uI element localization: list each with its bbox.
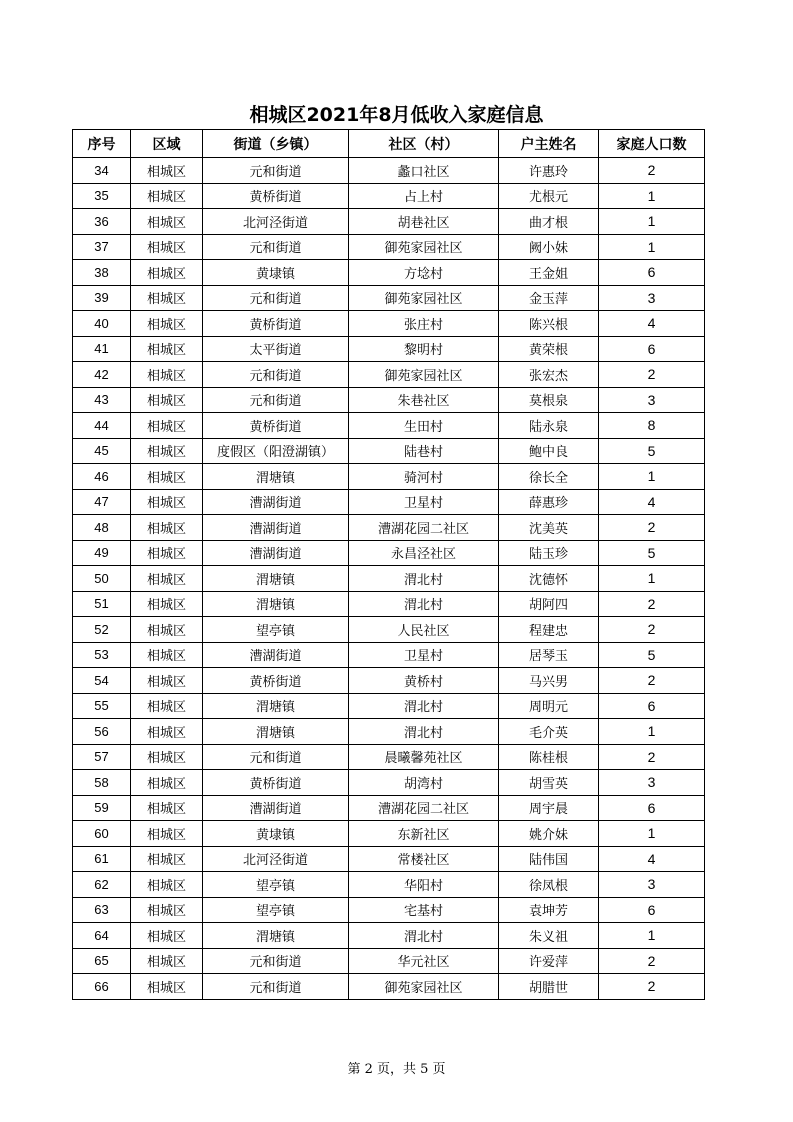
- cell-street-town: 黄桥街道: [203, 770, 349, 796]
- cell-serial-number: 44: [73, 413, 131, 439]
- page-footer: 第 2 页，共 5 页: [347, 1062, 446, 1077]
- cell-community-village: 东新社区: [349, 821, 499, 847]
- cell-householder-name: 沈德怀: [499, 566, 599, 592]
- cell-community-village: 骑河村: [349, 464, 499, 490]
- cell-street-town: 元和街道: [203, 974, 349, 1000]
- cell-street-town: 望亭镇: [203, 617, 349, 643]
- cell-serial-number: 50: [73, 566, 131, 592]
- cell-householder-name: 金玉萍: [499, 285, 599, 311]
- cell-householder-name: 许爱萍: [499, 948, 599, 974]
- cell-household-size: 2: [599, 744, 705, 770]
- cell-community-village: 蠡口社区: [349, 158, 499, 184]
- cell-household-size: 4: [599, 489, 705, 515]
- cell-street-town: 渭塘镇: [203, 566, 349, 592]
- cell-community-village: 渭北村: [349, 923, 499, 949]
- cell-householder-name: 胡腊世: [499, 974, 599, 1000]
- table-row: [73, 260, 705, 286]
- table-row: [73, 897, 705, 923]
- cell-district: 相城区: [131, 183, 203, 209]
- table-row: [73, 285, 705, 311]
- cell-district: 相城区: [131, 285, 203, 311]
- cell-household-size: 3: [599, 387, 705, 413]
- cell-district: 相城区: [131, 362, 203, 388]
- cell-household-size: 4: [599, 311, 705, 337]
- cell-community-village: 常楼社区: [349, 846, 499, 872]
- cell-serial-number: 66: [73, 974, 131, 1000]
- cell-street-town: 元和街道: [203, 744, 349, 770]
- cell-householder-name: 姚介妹: [499, 821, 599, 847]
- cell-serial-number: 64: [73, 923, 131, 949]
- cell-street-town: 度假区（阳澄湖镇）: [203, 438, 349, 464]
- cell-household-size: 1: [599, 183, 705, 209]
- table-row: [73, 719, 705, 745]
- cell-household-size: 1: [599, 719, 705, 745]
- cell-district: 相城区: [131, 693, 203, 719]
- cell-district: 相城区: [131, 158, 203, 184]
- table-row: [73, 617, 705, 643]
- cell-serial-number: 40: [73, 311, 131, 337]
- table-row: [73, 795, 705, 821]
- cell-householder-name: 黄荣根: [499, 336, 599, 362]
- cell-household-size: 5: [599, 642, 705, 668]
- cell-street-town: 太平街道: [203, 336, 349, 362]
- cell-community-village: 渭北村: [349, 693, 499, 719]
- table-row: [73, 362, 705, 388]
- cell-householder-name: 徐长全: [499, 464, 599, 490]
- cell-householder-name: 王金姐: [499, 260, 599, 286]
- cell-household-size: 2: [599, 974, 705, 1000]
- cell-serial-number: 53: [73, 642, 131, 668]
- cell-street-town: 黄桥街道: [203, 183, 349, 209]
- cell-serial-number: 60: [73, 821, 131, 847]
- cell-serial-number: 43: [73, 387, 131, 413]
- cell-householder-name: 程建忠: [499, 617, 599, 643]
- cell-street-town: 渭塘镇: [203, 464, 349, 490]
- cell-street-town: 黄桥街道: [203, 413, 349, 439]
- cell-community-village: 生田村: [349, 413, 499, 439]
- cell-community-village: 张庄村: [349, 311, 499, 337]
- cell-household-size: 3: [599, 770, 705, 796]
- cell-serial-number: 62: [73, 872, 131, 898]
- table-header-row: [73, 130, 705, 158]
- table-row: [73, 948, 705, 974]
- cell-street-town: 渭塘镇: [203, 591, 349, 617]
- cell-street-town: 元和街道: [203, 948, 349, 974]
- cell-household-size: 1: [599, 821, 705, 847]
- cell-community-village: 永昌泾社区: [349, 540, 499, 566]
- cell-community-village: 御苑家园社区: [349, 362, 499, 388]
- cell-district: 相城区: [131, 795, 203, 821]
- cell-household-size: 6: [599, 260, 705, 286]
- cell-serial-number: 52: [73, 617, 131, 643]
- cell-street-town: 望亭镇: [203, 897, 349, 923]
- cell-community-village: 朱巷社区: [349, 387, 499, 413]
- cell-district: 相城区: [131, 897, 203, 923]
- cell-district: 相城区: [131, 974, 203, 1000]
- cell-community-village: 御苑家园社区: [349, 234, 499, 260]
- cell-district: 相城区: [131, 311, 203, 337]
- cell-district: 相城区: [131, 719, 203, 745]
- cell-household-size: 1: [599, 209, 705, 235]
- cell-district: 相城区: [131, 872, 203, 898]
- cell-household-size: 3: [599, 285, 705, 311]
- cell-community-village: 御苑家园社区: [349, 974, 499, 1000]
- cell-community-village: 华元社区: [349, 948, 499, 974]
- cell-serial-number: 59: [73, 795, 131, 821]
- cell-street-town: 漕湖街道: [203, 515, 349, 541]
- cell-householder-name: 陆玉珍: [499, 540, 599, 566]
- cell-district: 相城区: [131, 948, 203, 974]
- table-row: [73, 566, 705, 592]
- cell-household-size: 6: [599, 693, 705, 719]
- table-row: [73, 183, 705, 209]
- cell-household-size: 2: [599, 591, 705, 617]
- table-row: [73, 438, 705, 464]
- cell-household-size: 2: [599, 362, 705, 388]
- cell-householder-name: 沈美英: [499, 515, 599, 541]
- table-row: [73, 234, 705, 260]
- header-serial-number: 序号: [73, 130, 131, 158]
- cell-community-village: 人民社区: [349, 617, 499, 643]
- cell-serial-number: 41: [73, 336, 131, 362]
- cell-household-size: 5: [599, 438, 705, 464]
- cell-district: 相城区: [131, 923, 203, 949]
- cell-householder-name: 毛介英: [499, 719, 599, 745]
- cell-district: 相城区: [131, 566, 203, 592]
- cell-serial-number: 37: [73, 234, 131, 260]
- cell-serial-number: 55: [73, 693, 131, 719]
- table-row: [73, 744, 705, 770]
- cell-district: 相城区: [131, 387, 203, 413]
- header-household-size: 家庭人口数: [599, 130, 705, 158]
- cell-serial-number: 56: [73, 719, 131, 745]
- cell-community-village: 卫星村: [349, 489, 499, 515]
- cell-street-town: 渭塘镇: [203, 719, 349, 745]
- cell-serial-number: 38: [73, 260, 131, 286]
- table-row: [73, 336, 705, 362]
- header-street-town: 街道（乡镇）: [203, 130, 349, 158]
- cell-street-town: 漕湖街道: [203, 489, 349, 515]
- cell-street-town: 元和街道: [203, 234, 349, 260]
- table-row: [73, 770, 705, 796]
- cell-serial-number: 54: [73, 668, 131, 694]
- cell-serial-number: 47: [73, 489, 131, 515]
- cell-household-size: 2: [599, 158, 705, 184]
- cell-serial-number: 46: [73, 464, 131, 490]
- table-row: [73, 540, 705, 566]
- cell-householder-name: 徐凤根: [499, 872, 599, 898]
- cell-household-size: 3: [599, 872, 705, 898]
- cell-serial-number: 34: [73, 158, 131, 184]
- cell-serial-number: 39: [73, 285, 131, 311]
- cell-household-size: 2: [599, 948, 705, 974]
- cell-community-village: 渭北村: [349, 591, 499, 617]
- cell-household-size: 6: [599, 795, 705, 821]
- cell-serial-number: 36: [73, 209, 131, 235]
- cell-street-town: 元和街道: [203, 387, 349, 413]
- cell-householder-name: 陆永泉: [499, 413, 599, 439]
- cell-street-town: 渭塘镇: [203, 693, 349, 719]
- cell-householder-name: 鲍中良: [499, 438, 599, 464]
- cell-street-town: 元和街道: [203, 285, 349, 311]
- cell-householder-name: 周宇晨: [499, 795, 599, 821]
- cell-community-village: 漕湖花园二社区: [349, 515, 499, 541]
- cell-community-village: 华阳村: [349, 872, 499, 898]
- cell-community-village: 渭北村: [349, 719, 499, 745]
- table-row: [73, 413, 705, 439]
- cell-householder-name: 陆伟国: [499, 846, 599, 872]
- cell-district: 相城区: [131, 821, 203, 847]
- table-row: [73, 923, 705, 949]
- cell-household-size: 1: [599, 566, 705, 592]
- cell-serial-number: 65: [73, 948, 131, 974]
- cell-community-village: 卫星村: [349, 642, 499, 668]
- cell-community-village: 胡湾村: [349, 770, 499, 796]
- cell-householder-name: 朱义祖: [499, 923, 599, 949]
- table-row: [73, 591, 705, 617]
- cell-household-size: 2: [599, 668, 705, 694]
- cell-serial-number: 58: [73, 770, 131, 796]
- cell-community-village: 黄桥村: [349, 668, 499, 694]
- cell-householder-name: 张宏杰: [499, 362, 599, 388]
- cell-community-village: 渭北村: [349, 566, 499, 592]
- cell-serial-number: 57: [73, 744, 131, 770]
- cell-district: 相城区: [131, 515, 203, 541]
- cell-householder-name: 许惠玲: [499, 158, 599, 184]
- cell-street-town: 渭塘镇: [203, 923, 349, 949]
- cell-community-village: 漕湖花园二社区: [349, 795, 499, 821]
- cell-householder-name: 居琴玉: [499, 642, 599, 668]
- cell-district: 相城区: [131, 642, 203, 668]
- cell-household-size: 6: [599, 336, 705, 362]
- table-row: [73, 821, 705, 847]
- cell-district: 相城区: [131, 744, 203, 770]
- cell-householder-name: 曲才根: [499, 209, 599, 235]
- cell-street-town: 黄桥街道: [203, 311, 349, 337]
- table-row: [73, 642, 705, 668]
- cell-street-town: 望亭镇: [203, 872, 349, 898]
- cell-district: 相城区: [131, 770, 203, 796]
- cell-householder-name: 陈桂根: [499, 744, 599, 770]
- cell-household-size: 8: [599, 413, 705, 439]
- cell-district: 相城区: [131, 234, 203, 260]
- cell-street-town: 北河泾街道: [203, 209, 349, 235]
- cell-street-town: 漕湖街道: [203, 795, 349, 821]
- cell-community-village: 占上村: [349, 183, 499, 209]
- cell-district: 相城区: [131, 438, 203, 464]
- cell-street-town: 元和街道: [203, 362, 349, 388]
- cell-serial-number: 45: [73, 438, 131, 464]
- cell-household-size: 4: [599, 846, 705, 872]
- cell-householder-name: 尤根元: [499, 183, 599, 209]
- table-row: [73, 311, 705, 337]
- cell-street-town: 黄埭镇: [203, 260, 349, 286]
- cell-district: 相城区: [131, 540, 203, 566]
- cell-street-town: 元和街道: [203, 158, 349, 184]
- table-row: [73, 872, 705, 898]
- cell-district: 相城区: [131, 846, 203, 872]
- cell-district: 相城区: [131, 668, 203, 694]
- cell-serial-number: 63: [73, 897, 131, 923]
- cell-householder-name: 胡阿四: [499, 591, 599, 617]
- cell-householder-name: 马兴男: [499, 668, 599, 694]
- household-table: [72, 129, 705, 1000]
- table-row: [73, 693, 705, 719]
- cell-community-village: 方埝村: [349, 260, 499, 286]
- cell-district: 相城区: [131, 413, 203, 439]
- table-row: [73, 846, 705, 872]
- table-row: [73, 158, 705, 184]
- table-row: [73, 209, 705, 235]
- cell-householder-name: 袁坤芳: [499, 897, 599, 923]
- cell-community-village: 宅基村: [349, 897, 499, 923]
- cell-serial-number: 49: [73, 540, 131, 566]
- cell-district: 相城区: [131, 336, 203, 362]
- cell-district: 相城区: [131, 617, 203, 643]
- cell-community-village: 陆巷村: [349, 438, 499, 464]
- cell-district: 相城区: [131, 591, 203, 617]
- cell-householder-name: 莫根泉: [499, 387, 599, 413]
- cell-serial-number: 51: [73, 591, 131, 617]
- cell-district: 相城区: [131, 489, 203, 515]
- cell-householder-name: 阙小妹: [499, 234, 599, 260]
- cell-community-village: 黎明村: [349, 336, 499, 362]
- cell-serial-number: 42: [73, 362, 131, 388]
- cell-household-size: 2: [599, 617, 705, 643]
- cell-householder-name: 薛惠珍: [499, 489, 599, 515]
- cell-householder-name: 周明元: [499, 693, 599, 719]
- cell-household-size: 1: [599, 464, 705, 490]
- cell-serial-number: 35: [73, 183, 131, 209]
- table-row: [73, 668, 705, 694]
- document-title: 相城区2021年8月低收入家庭信息: [249, 104, 544, 126]
- cell-household-size: 2: [599, 515, 705, 541]
- cell-community-village: 晨曦馨苑社区: [349, 744, 499, 770]
- cell-street-town: 漕湖街道: [203, 540, 349, 566]
- cell-household-size: 1: [599, 923, 705, 949]
- cell-street-town: 黄埭镇: [203, 821, 349, 847]
- cell-household-size: 6: [599, 897, 705, 923]
- cell-street-town: 黄桥街道: [203, 668, 349, 694]
- cell-district: 相城区: [131, 209, 203, 235]
- cell-householder-name: 陈兴根: [499, 311, 599, 337]
- cell-household-size: 5: [599, 540, 705, 566]
- table-row: [73, 974, 705, 1000]
- table-row: [73, 387, 705, 413]
- header-community-village: 社区（村）: [349, 130, 499, 158]
- cell-serial-number: 61: [73, 846, 131, 872]
- cell-street-town: 漕湖街道: [203, 642, 349, 668]
- cell-community-village: 胡巷社区: [349, 209, 499, 235]
- cell-household-size: 1: [599, 234, 705, 260]
- header-district: 区域: [131, 130, 203, 158]
- cell-serial-number: 48: [73, 515, 131, 541]
- cell-community-village: 御苑家园社区: [349, 285, 499, 311]
- cell-district: 相城区: [131, 260, 203, 286]
- cell-district: 相城区: [131, 464, 203, 490]
- table-row: [73, 515, 705, 541]
- table-row: [73, 489, 705, 515]
- table-row: [73, 464, 705, 490]
- header-householder-name: 户主姓名: [499, 130, 599, 158]
- cell-street-town: 北河泾街道: [203, 846, 349, 872]
- cell-householder-name: 胡雪英: [499, 770, 599, 796]
